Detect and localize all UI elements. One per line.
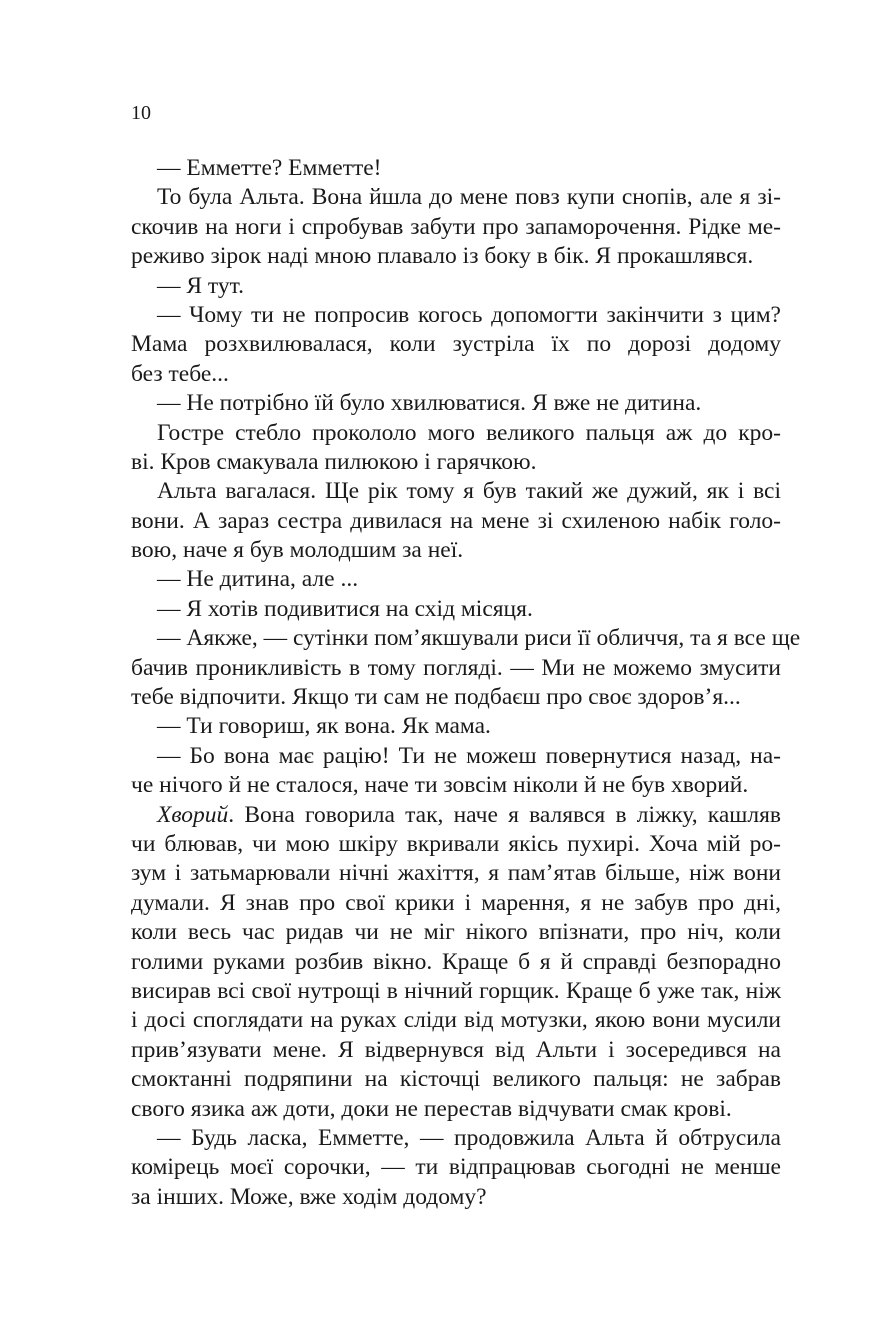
text-line-content: — Бо вона має рацію! Ти не можеш повернутися назад, на-: [157, 742, 781, 769]
text-line: [131, 272, 781, 301]
text-line: [131, 242, 781, 271]
text-line: [131, 154, 781, 183]
text-line: [131, 1065, 781, 1094]
text-line-content: висирав всі свої нутрощі в нічний горщик. Краще б уже так, ніж: [131, 977, 781, 1004]
text-line: [131, 565, 781, 594]
text-line-content: коли весь час ридав чи не міг нікого впізнати, про ніч, коли: [131, 919, 781, 946]
text-line: [131, 1006, 781, 1035]
text-line-content: чи блював, чи мою шкіру вкривали якісь пухирі. Хоча мій ро-: [131, 830, 781, 857]
text-line-content: То була Альта. Вона йшла до мене повз купи снопів, але я зі-: [157, 184, 781, 211]
text-line-content: — Ти говориш, як вона. Як мама.: [157, 713, 491, 740]
text-line-content: Альта вагалася. Ще рік тому я був такий же дужий, як і всі: [157, 478, 781, 505]
text-line-content: — Аякже, — сутінки пом’якшували риси її обличчя, та я все ще: [157, 625, 801, 652]
text-line: [131, 977, 781, 1006]
text-line-content: голими руками розбив вікно. Краще б я й справді безпорадно: [131, 948, 781, 975]
text-line-content: Гостре стебло прокололо мого великого пальця аж до кро-: [157, 419, 781, 446]
text-line: [131, 360, 781, 389]
text-line: [131, 859, 781, 888]
text-line-content: свого язика аж доти, доки не перестав відчувати смак крові.: [131, 1095, 732, 1122]
text-line-content: ві. Кров смакувала пилюкою і гарячкою.: [131, 448, 537, 475]
text-line: [131, 1124, 781, 1153]
text-line-content: — Я тут.: [157, 272, 245, 299]
text-line: [131, 624, 801, 653]
text-line: [131, 389, 781, 418]
text-line: [131, 1183, 781, 1212]
body-text: [131, 154, 801, 1212]
text-line-content: прив’язувати мене. Я відвернувся від Альти і зосередився на: [131, 1036, 781, 1063]
text-line-content: — Не дитина, але ...: [157, 566, 359, 593]
text-line-content: реживо зірок наді мною плавало із боку в бік. Я прокашлявся.: [131, 243, 754, 270]
text-line-content: смоктанні подряпини на кісточці великого пальця: не забрав: [131, 1066, 781, 1093]
text-line-content: — Я хотів подивитися на схід місяця.: [157, 595, 533, 622]
text-line: [131, 742, 781, 771]
italic-word: Хворий: [157, 801, 229, 828]
text-line-content: тебе відпочити. Якщо ти сам не подбаєш про своє здоров’я...: [131, 684, 741, 711]
text-line-content: скочив на ноги і спробував забути про запаморочення. Рідке ме-: [131, 213, 781, 240]
page-number: 10: [131, 102, 151, 124]
text-line: [131, 536, 781, 565]
text-line-content: вою, наче я був молодшим за неї.: [131, 537, 464, 564]
text-line: [131, 1153, 781, 1182]
text-line-content: — Чому ти не попросив когось допомогти закінчити з цим?: [157, 301, 781, 328]
text-line-content: — Не потрібно їй було хвилюватися. Я вже не дитина.: [157, 390, 702, 417]
text-line: [131, 771, 781, 800]
text-line-content: без тебе...: [131, 360, 229, 387]
text-line-content: бачив проникливість в тому погляді. — Ми не можемо змусити: [131, 654, 781, 681]
text-line: [131, 448, 781, 477]
text-line: [131, 595, 781, 624]
text-line: [131, 918, 781, 947]
text-line-content: вони. А зараз сестра дивилася на мене зі схиленою набік голо-: [131, 507, 781, 534]
text-line: [131, 889, 781, 918]
text-line: [131, 801, 781, 830]
text-line-content: зум і затьмарювали нічні жахіття, я пам’ятав більше, ніж вони: [131, 860, 781, 887]
text-line: [131, 419, 781, 448]
text-line: [131, 301, 781, 330]
text-line: [131, 1095, 781, 1124]
text-line-content: . Вона говорила так, наче я валявся в ліжку, кашляв: [228, 801, 781, 828]
text-line-content: — Будь ласка, Емметте, — продовжила Альта й обтрусила: [157, 1124, 781, 1151]
text-line: [131, 330, 781, 359]
text-line-content: — Емметте? Емметте!: [157, 155, 382, 181]
text-line-content: за інших. Може, вже ходім додому?: [131, 1183, 487, 1210]
text-line: [131, 683, 781, 712]
text-line: [131, 948, 781, 977]
text-line-content: комірець моєї сорочки, — ти відпрацював сьогодні не менше: [131, 1154, 781, 1181]
text-line: [131, 654, 781, 683]
text-line: [131, 213, 781, 242]
text-line: [131, 830, 781, 859]
text-line: [131, 477, 781, 506]
text-line-content: і досі споглядати на руках сліди від мотузки, якою вони мусили: [131, 1007, 781, 1034]
text-line: [131, 507, 781, 536]
text-line: [131, 712, 781, 741]
text-line-content: Мама розхвилювалася, коли зустріла їх по дорозі додому: [131, 331, 781, 358]
text-line: [131, 1036, 781, 1065]
text-line: [131, 183, 781, 212]
text-line-content: че нічого й не сталося, наче ти зовсім ніколи й не був хворий.: [131, 772, 749, 799]
text-line-content: думали. Я знав про свої крики і марення, я не забув про дні,: [131, 889, 781, 916]
